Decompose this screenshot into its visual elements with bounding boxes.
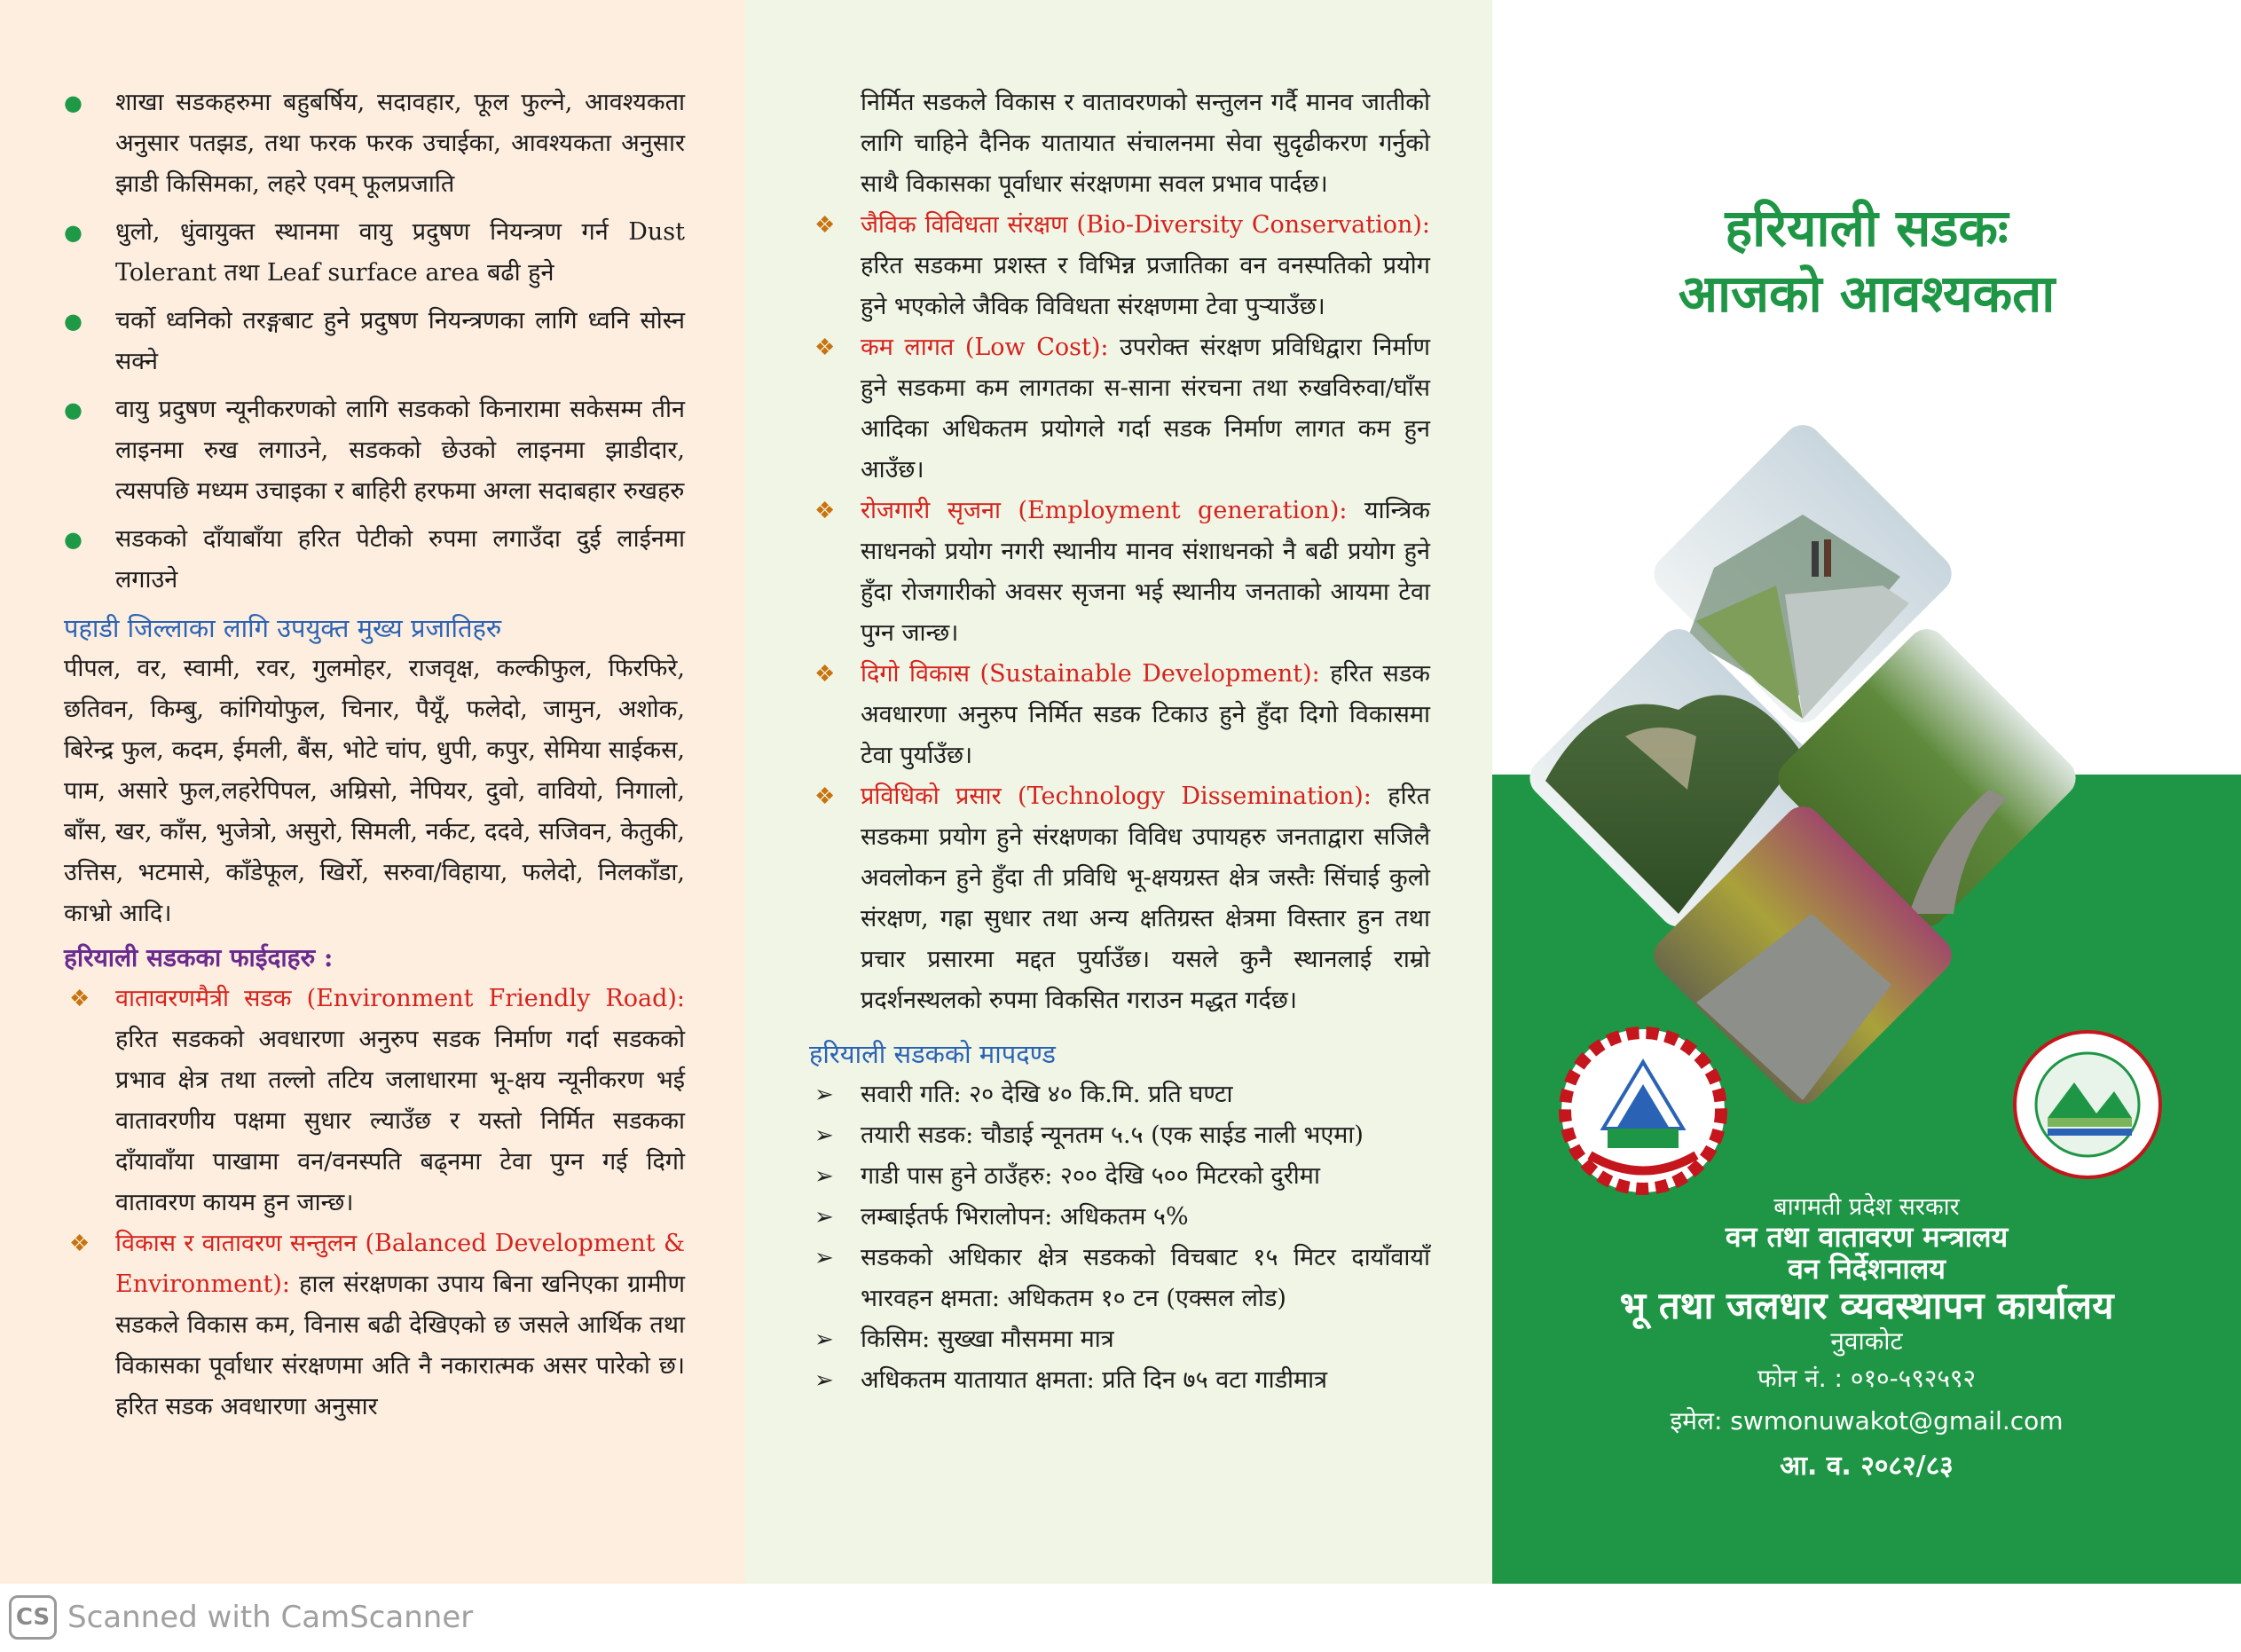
four-diamond-icon: ❖ <box>814 783 836 810</box>
arrowhead-icon: ➢ <box>814 1326 834 1353</box>
list-item: ● वायु प्रदुषण न्यूनीकरणको लागि सडकको किनारामा सकेसम्म तीन लाइनमा रुख लगाउने, सडकको छेउको लाइनमा झाडीदार, त्यसपछि मध्यम उचाइका र बाहिरी हरफमा अग्ला सदाबहार रुखहरु <box>64 389 685 512</box>
list-item: ● चर्को ध्वनिको तरङ्गबाट हुने प्रदुषण नियन्त्रणका लागि ध्वनि सोस्न सक्ने <box>64 301 685 382</box>
email-address: इमेल: swmonuwakot@gmail.com <box>1670 1406 2064 1436</box>
criteria-item: ➢ किसिम: सुख्खा मौसममा मात्र <box>809 1319 1430 1360</box>
criteria-item: ➢ सवारी गति: २० देखि ४० कि.मि. प्रति घण्टा <box>809 1074 1430 1115</box>
camscanner-logo-icon: CS <box>9 1595 57 1640</box>
list-item: ● सडकको दाँयाबाँया हरित पेटीको रुपमा लगाउँदा दुई लाईनमा लगाउने <box>64 519 685 601</box>
government-emblem <box>1554 1022 1732 1200</box>
criteria-item: ➢ अधिकतम यातायात क्षमता: प्रति दिन ७५ वटा गाडीमात्र <box>809 1360 1430 1401</box>
fiscal-year: आ. व. २०८२/८३ <box>1780 1451 1954 1482</box>
cover-title-line2: आजको आवश्यकता <box>1678 264 2056 324</box>
criteria-heading: हरियाली सडकको मापदण्ड <box>809 1039 1056 1069</box>
four-diamond-icon: ❖ <box>814 334 836 361</box>
benefit-item: ❖ जैविक विविधता संरक्षण (Bio-Diversity Conservation): हरित सडकमा प्रशस्त र विभिन्न प्रजातिका वन वनस्पतिको प्रयोग हुने भएकोले जैविक विविधता संरक्षणमा टेवा पुऱ्याउँछ। <box>809 205 1430 327</box>
species-list: पीपल, वर, स्वामी, रवर, गुलमोहर, राजवृक्ष, कल्कीफुल, फिरफिरे, छतिवन, किम्बु, कांगियोफुल, चिनार, पैयूँ, फलेदो, जामुन, अशोक, बिरेन्द्र फुल, कदम, ईमली, बैंस, भोटे चांप, धुपी, कपुर, सेमिया साईकस, पाम, असारे फुल,लहरेपिपल, अम्रिसो, नेपियर, दुवो, वावियो, निगालो, बाँस, खर, काँस, भुजेत्रो, असुरो, सिमली, नर्कट, ददवे, सजिवन, केतुकी, उत्तिस, भटमासे, काँडेफूल, खिर्रो, सरुवा/विहाया, फलेदो, निलकाँडा, काभ्रो आदि। <box>64 655 685 927</box>
cover-title-line1: हरियाली सडकः <box>1725 198 2009 258</box>
arrowhead-icon: ➢ <box>814 1245 834 1271</box>
four-diamond-icon: ❖ <box>814 661 836 688</box>
province-govt: बागमती प्रदेश सरकार <box>1773 1193 1960 1221</box>
office-name: भू तथा जलधार व्यवस्थापन कार्यालय <box>1619 1284 2114 1327</box>
green-dot-icon: ● <box>64 527 83 552</box>
column-left <box>64 83 685 1428</box>
arrowhead-icon: ➢ <box>814 1163 834 1190</box>
green-dot-icon: ● <box>64 397 83 422</box>
four-diamond-icon: ❖ <box>814 498 836 524</box>
four-diamond-icon: ❖ <box>814 212 836 239</box>
green-dot-icon: ● <box>64 309 83 334</box>
benefit-item: ❖ विकास र वातावरण सन्तुलन (Balanced Development & Environment): हाल संरक्षणका उपाय बिना खनिएका ग्रामीण सडकले विकास कम, विनास बढी देखिएको छ जसले आर्थिक तथा विकासका पूर्वाधार संरक्षणमा अति नै नकारात्मक असर पारेको छ। हरित सडक अवधारणा अनुसार <box>64 1223 685 1428</box>
green-dot-icon: ● <box>64 220 83 245</box>
benefits-heading: हरियाली सडकका फाईदाहरु : <box>64 943 334 972</box>
criteria-item: ➢ लम्बाईतर्फ भिरालोपन: अधिकतम ५% <box>809 1197 1430 1238</box>
benefit-item: ❖ वातावरणमैत्री सडक (Environment Friendly Road): हरित सडकको अवधारणा अनुरुप सडक निर्माण गर्दा सडकको प्रभाव क्षेत्र तथा तल्लो तटिय जलाधारमा भू-क्षय न्यूनीकरण भई वातावरणीय पक्षमा सुधार ल्याउँछ र यस्तो निर्मित सडकका दाँयावाँया पाखामा वन/वनस्पति बढ्नमा टेवा पुग्न गई दिगो वातावरण कायम हुन जान्छ। <box>64 979 685 1223</box>
four-diamond-icon: ❖ <box>69 986 90 1012</box>
species-heading: पहाडी जिल्लाका लागि उपयुक्त मुख्य प्रजातिहरु <box>64 613 502 643</box>
ministry-name: वन तथा वातावरण मन्त्रालय <box>1725 1220 2009 1254</box>
scanner-text: Scanned with CamScanner <box>67 1600 474 1635</box>
office-logo <box>2012 1029 2163 1180</box>
list-item: ● धुलो, धुंवायुक्त स्थानमा वायु प्रदुषण नियन्त्रण गर्न Dust Tolerant तथा Leaf surface area बढी हुने <box>64 212 685 294</box>
arrowhead-icon: ➢ <box>814 1367 834 1394</box>
column-middle <box>809 83 1430 1401</box>
arrowhead-icon: ➢ <box>814 1204 834 1231</box>
criteria-item: ➢ तयारी सडक: चौडाई न्यूनतम ५.५ (एक साईड नाली भएमा) <box>809 1115 1430 1156</box>
benefit-item: ❖ दिगो विकास (Sustainable Development): हरित सडक अवधारणा अनुरुप निर्मित सडक टिकाउ हुने हुँदा दिगो विकासमा टेवा पुर्याउँछ। <box>809 654 1430 776</box>
arrowhead-icon: ➢ <box>814 1122 834 1149</box>
arrowhead-icon: ➢ <box>814 1082 834 1108</box>
directorate-name: वन निर्देशनालय <box>1788 1252 1946 1286</box>
criteria-item: ➢ सडकको अधिकार क्षेत्र सडकको विचबाट १५ मिटर दायाँवायाँ भारवहन क्षमता: अधिकतम १० टन (एक्सल लोड) <box>809 1238 1430 1319</box>
four-diamond-icon: ❖ <box>69 1231 90 1257</box>
list-item: ● शाखा सडकहरुमा बहुबर्षिय, सदावहार, फूल फुल्ने, आवश्यकता अनुसार पतझड, तथा फरक फरक उचाईका, आवश्यकता अनुसार झाडी किसिमका, लहरे एवम् फूलप्रजाति <box>64 83 685 205</box>
district-name: नुवाकोट <box>1830 1326 1903 1356</box>
criteria-item: ➢ गाडी पास हुने ठाउँहरु: २०० देखि ५०० मिटरको दुरीमा <box>809 1156 1430 1197</box>
benefit-item: ❖ रोजगारी सृजना (Employment generation): यान्त्रिक साधनको प्रयोग नगरी स्थानीय मानव संशाधनको नै बढी प्रयोग हुने हुँदा रोजगारीको अवसर सृजना भई स्थानीय जनताको आयमा टेवा पुग्न जान्छ। <box>809 491 1430 654</box>
green-dot-icon: ● <box>64 90 83 115</box>
benefit-item: ❖ प्रविधिको प्रसार (Technology Dissemination): हरित सडकमा प्रयोग हुने संरक्षणका विविध उपायहरु जनताद्वारा सजिलै अवलोकन हुने हुँदा ती प्रविधि भू-क्षयग्रस्त क्षेत्र जस्तैः सिंचाई कुलो संरक्षण, गह्रा सुधार तथा अन्य क्षतिग्रस्त क्षेत्रमा विस्तार हुन तथा प्रचार प्रसारमा मद्दत पुर्याउँछ। यसले कुनै स्थानलाई राम्रो प्रदर्शनस्थलको रुपमा विकसित गराउन मद्धत गर्दछ। <box>809 776 1430 1021</box>
phone-number: फोन नं. : ०१०-५९२५९२ <box>1757 1364 1977 1393</box>
scanner-watermark <box>9 1595 473 1640</box>
intro-paragraph: निर्मित सडकले विकास र वातावरणको सन्तुलन गर्दै मानव जातीको लागि चाहिने दैनिक यातायात संचालनमा सेवा सुदृढीकरण गर्नुको साथै विकासका पूर्वाधार संरक्षणमा सवल प्रभाव पार्दछ। <box>861 89 1430 198</box>
benefit-item: ❖ कम लागत (Low Cost): उपरोक्त संरक्षण प्रविधिद्वारा निर्माण हुने सडकमा कम लागतका स-साना संरचना तथा रुखविरुवा/घाँस आदिका अधिकतम प्रयोगले गर्दा सडक निर्माण लागत कम हुन आउँछ। <box>809 327 1430 491</box>
